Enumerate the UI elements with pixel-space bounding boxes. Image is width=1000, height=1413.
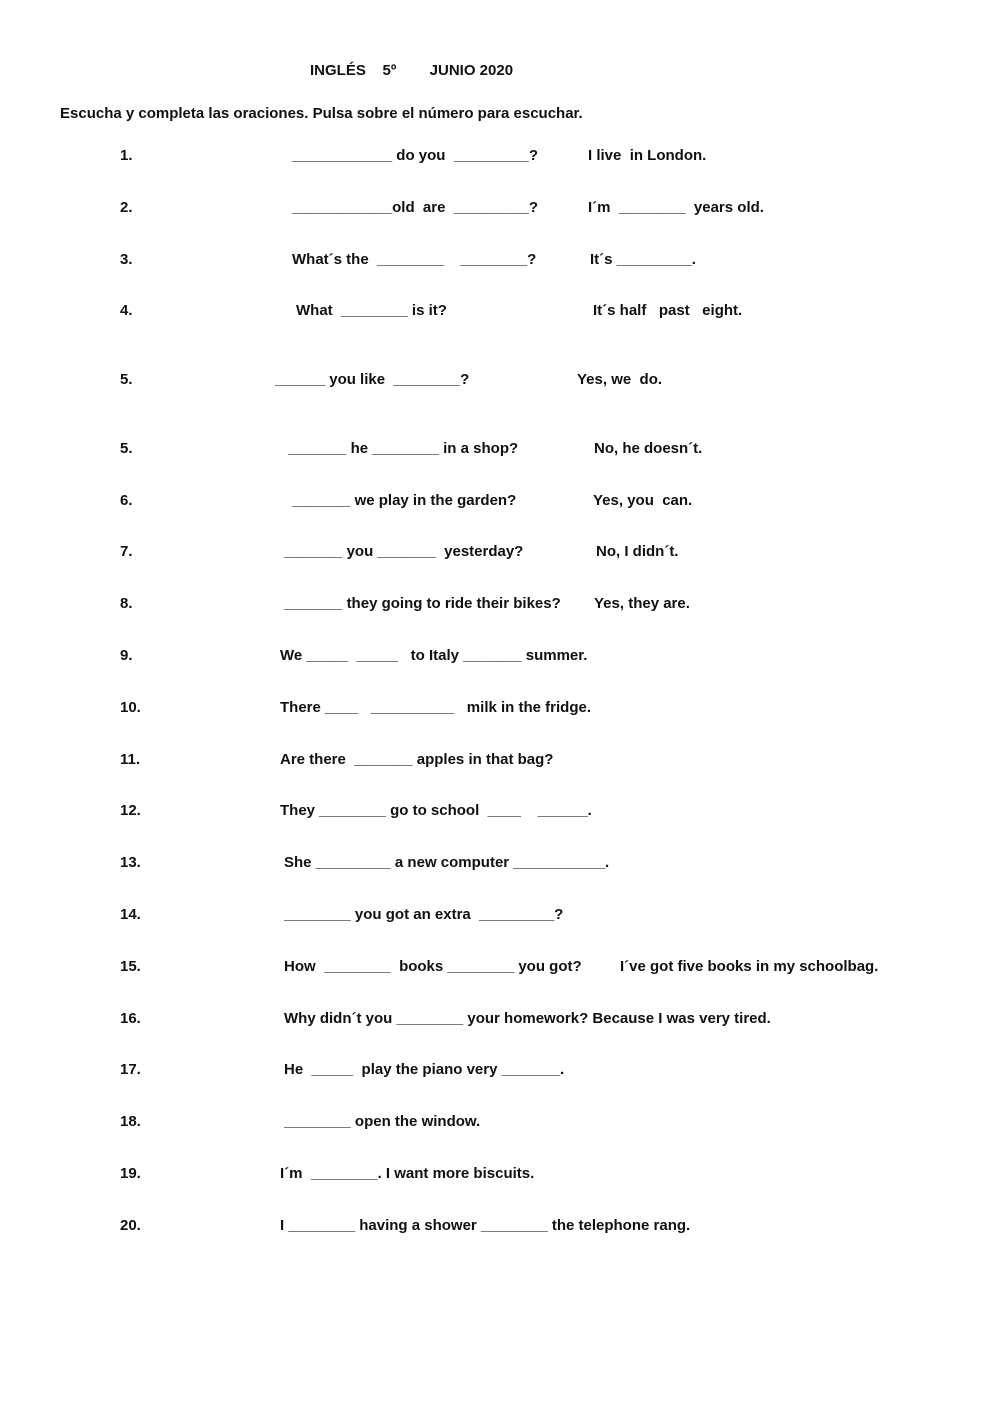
exercise-row — [0, 1165, 1000, 1187]
audio-number-link[interactable]: 5. — [120, 440, 133, 457]
exercise-row — [0, 492, 1000, 514]
question-text: _______ he ________ in a shop? — [288, 440, 519, 457]
exercise-row — [0, 302, 1000, 324]
question-text: She _________ a new computer ___________. — [284, 854, 610, 871]
audio-number-link[interactable]: 7. — [120, 543, 133, 560]
audio-number-link[interactable]: 9. — [120, 647, 133, 664]
exercise-row — [0, 440, 1000, 462]
question-text: I´m ________. I want more biscuits. — [280, 1165, 535, 1182]
audio-number-link[interactable]: 15. — [120, 958, 141, 975]
exercise-row — [0, 1010, 1000, 1032]
audio-number-link[interactable]: 1. — [120, 147, 133, 164]
exercise-row — [0, 251, 1000, 273]
question-text: They ________ go to school ____ ______. — [280, 802, 592, 819]
audio-number-link[interactable]: 8. — [120, 595, 133, 612]
answer-text: It´s half past eight. — [593, 302, 743, 319]
page-title: INGLÉS 5º JUNIO 2020 — [310, 62, 514, 79]
answer-text: No, he doesn´t. — [594, 440, 703, 457]
question-text: Are there _______ apples in that bag? — [280, 751, 554, 768]
exercise-row — [0, 371, 1000, 393]
exercise-row — [0, 647, 1000, 669]
question-text: ________ open the window. — [284, 1113, 481, 1130]
audio-number-link[interactable]: 17. — [120, 1061, 141, 1078]
audio-number-link[interactable]: 12. — [120, 802, 141, 819]
question-text: We _____ _____ to Italy _______ summer. — [280, 647, 588, 664]
exercise-row — [0, 699, 1000, 721]
question-text: _______ they going to ride their bikes? — [284, 595, 561, 612]
question-text: He _____ play the piano very _______. — [284, 1061, 565, 1078]
question-text: ________ you got an extra _________? — [284, 906, 564, 923]
exercise-row — [0, 595, 1000, 617]
audio-number-link[interactable]: 14. — [120, 906, 141, 923]
audio-number-link[interactable]: 5. — [120, 371, 133, 388]
exercise-row — [0, 854, 1000, 876]
answer-text: It´s _________. — [590, 251, 696, 268]
audio-number-link[interactable]: 10. — [120, 699, 141, 716]
question-text: ____________old are _________? — [292, 199, 539, 216]
audio-number-link[interactable]: 2. — [120, 199, 133, 216]
exercise-row — [0, 199, 1000, 221]
question-text: What ________ is it? — [296, 302, 447, 319]
audio-number-link[interactable]: 18. — [120, 1113, 141, 1130]
answer-text: Yes, they are. — [594, 595, 690, 612]
exercise-row — [0, 147, 1000, 169]
question-text: _______ you _______ yesterday? — [284, 543, 524, 560]
answer-text: Yes, you can. — [593, 492, 693, 509]
audio-number-link[interactable]: 20. — [120, 1217, 141, 1234]
answer-text: I´m ________ years old. — [588, 199, 764, 216]
exercise-row — [0, 751, 1000, 773]
question-text: There ____ __________ milk in the fridge. — [280, 699, 591, 716]
answer-text: Yes, we do. — [577, 371, 663, 388]
audio-number-link[interactable]: 6. — [120, 492, 133, 509]
audio-number-link[interactable]: 4. — [120, 302, 133, 319]
audio-number-link[interactable]: 16. — [120, 1010, 141, 1027]
question-text: ____________ do you _________? — [292, 147, 539, 164]
question-text: _______ we play in the garden? — [292, 492, 517, 509]
exercise-row — [0, 543, 1000, 565]
question-text: What´s the ________ ________? — [292, 251, 537, 268]
instructions: Escucha y completa las oraciones. Pulsa sobre el número para escuchar. — [60, 105, 583, 122]
audio-number-link[interactable]: 19. — [120, 1165, 141, 1182]
exercise-row — [0, 1113, 1000, 1135]
question-text: I ________ having a shower ________ the telephone rang. — [280, 1217, 691, 1234]
answer-text: No, I didn´t. — [596, 543, 679, 560]
audio-number-link[interactable]: 3. — [120, 251, 133, 268]
question-text: ______ you like ________? — [275, 371, 470, 388]
question-text: How ________ books ________ you got? — [284, 958, 582, 975]
exercise-row — [0, 958, 1000, 980]
audio-number-link[interactable]: 13. — [120, 854, 141, 871]
exercise-row — [0, 1217, 1000, 1239]
exercise-row — [0, 802, 1000, 824]
answer-text: I´ve got five books in my schoolbag. — [620, 958, 879, 975]
answer-text: I live in London. — [588, 147, 707, 164]
question-text: Why didn´t you ________ your homework? Because I was very tired. — [284, 1010, 771, 1027]
exercise-row — [0, 906, 1000, 928]
exercise-row — [0, 1061, 1000, 1083]
audio-number-link[interactable]: 11. — [120, 751, 141, 768]
